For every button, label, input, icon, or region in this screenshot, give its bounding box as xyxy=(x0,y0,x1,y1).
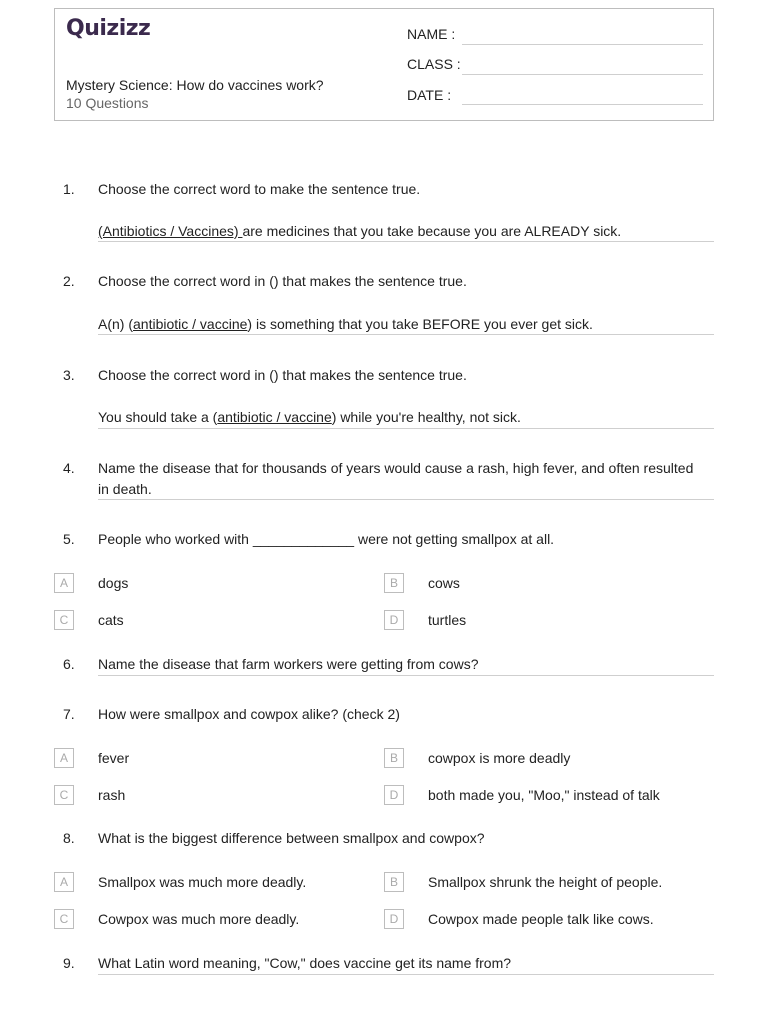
option-checkbox[interactable]: A xyxy=(54,872,74,892)
option-checkbox[interactable]: D xyxy=(384,785,404,805)
option-text: Smallpox shrunk the height of people. xyxy=(428,874,663,890)
question-number: 5. xyxy=(63,531,75,547)
question-number: 2. xyxy=(63,273,75,289)
answer-start: A(n) ( xyxy=(98,316,133,332)
option-text: turtles xyxy=(428,612,467,628)
answer-rest: ) is something that you take BEFORE you ever get sick. xyxy=(247,316,593,332)
class-label: CLASS : xyxy=(407,56,461,72)
question-prompt: Name the disease that farm workers were getting from cows? xyxy=(98,656,479,672)
answer-sentence xyxy=(98,223,621,239)
answer-line[interactable] xyxy=(98,428,714,429)
answer-line[interactable] xyxy=(98,675,714,676)
question-prompt: Choose the correct word in () that makes the sentence true. xyxy=(98,367,467,383)
option-text: cows xyxy=(428,575,460,591)
question-number: 3. xyxy=(63,367,75,383)
question-prompt: Choose the correct word to make the sentence true. xyxy=(98,181,421,197)
option-checkbox[interactable]: C xyxy=(54,785,74,805)
option-checkbox[interactable]: C xyxy=(54,909,74,929)
question-number: 4. xyxy=(63,460,75,476)
question-prompt: Name the disease that for thousands of years would cause a rash, high fever, and often resulted in death. xyxy=(98,460,694,497)
option-text: rash xyxy=(98,787,126,803)
option-text: both made you, "Moo," instead of talk xyxy=(428,787,660,803)
answer-rest: are medicines that you take because you are ALREADY sick. xyxy=(242,223,622,239)
answer-choice: (Antibiotics / Vaccines) xyxy=(98,223,243,239)
answer-choice: antibiotic / vaccine xyxy=(133,316,248,332)
option-checkbox[interactable]: B xyxy=(384,573,404,593)
question-prompt: What Latin word meaning, "Cow," does vaccine get its name from? xyxy=(98,955,512,971)
question-number: 8. xyxy=(63,830,75,846)
question-number: 1. xyxy=(63,181,75,197)
answer-sentence xyxy=(98,409,521,425)
question-number: 9. xyxy=(63,955,75,971)
option-text: Smallpox was much more deadly. xyxy=(98,874,307,890)
answer-line[interactable] xyxy=(98,974,714,975)
option-checkbox[interactable]: D xyxy=(384,909,404,929)
name-field[interactable] xyxy=(462,44,703,45)
option-text: cowpox is more deadly xyxy=(428,750,571,766)
question-count: 10 Questions xyxy=(66,95,149,111)
quizizz-logo: Quizizz xyxy=(66,16,151,41)
answer-start: You should take a ( xyxy=(98,409,218,425)
question-prompt: How were smallpox and cowpox alike? (check 2) xyxy=(98,706,400,722)
question-prompt: What is the biggest difference between smallpox and cowpox? xyxy=(98,830,485,846)
answer-rest: ) while you're healthy, not sick. xyxy=(331,409,521,425)
option-checkbox[interactable]: B xyxy=(384,748,404,768)
answer-sentence xyxy=(98,316,593,332)
question-number: 7. xyxy=(63,706,75,722)
date-label: DATE : xyxy=(407,87,452,103)
answer-line[interactable] xyxy=(98,241,714,242)
option-checkbox[interactable]: A xyxy=(54,573,74,593)
option-checkbox[interactable]: C xyxy=(54,610,74,630)
class-field[interactable] xyxy=(462,74,703,75)
question-number: 6. xyxy=(63,656,75,672)
option-checkbox[interactable]: D xyxy=(384,610,404,630)
option-text: dogs xyxy=(98,575,129,591)
option-checkbox[interactable]: B xyxy=(384,872,404,892)
question-prompt: Choose the correct word in () that makes the sentence true. xyxy=(98,273,467,289)
option-checkbox[interactable]: A xyxy=(54,748,74,768)
question-prompt: People who worked with _____________ were not getting smallpox at all. xyxy=(98,531,555,547)
name-label: NAME : xyxy=(407,26,456,42)
quiz-title: Mystery Science: How do vaccines work? xyxy=(66,77,324,93)
option-text: cats xyxy=(98,612,124,628)
answer-line[interactable] xyxy=(98,334,714,335)
answer-choice: antibiotic / vaccine xyxy=(217,409,332,425)
option-text: fever xyxy=(98,750,130,766)
option-text: Cowpox was much more deadly. xyxy=(98,911,300,927)
date-field[interactable] xyxy=(462,104,703,105)
option-text: Cowpox made people talk like cows. xyxy=(428,911,654,927)
answer-line[interactable] xyxy=(98,499,714,500)
